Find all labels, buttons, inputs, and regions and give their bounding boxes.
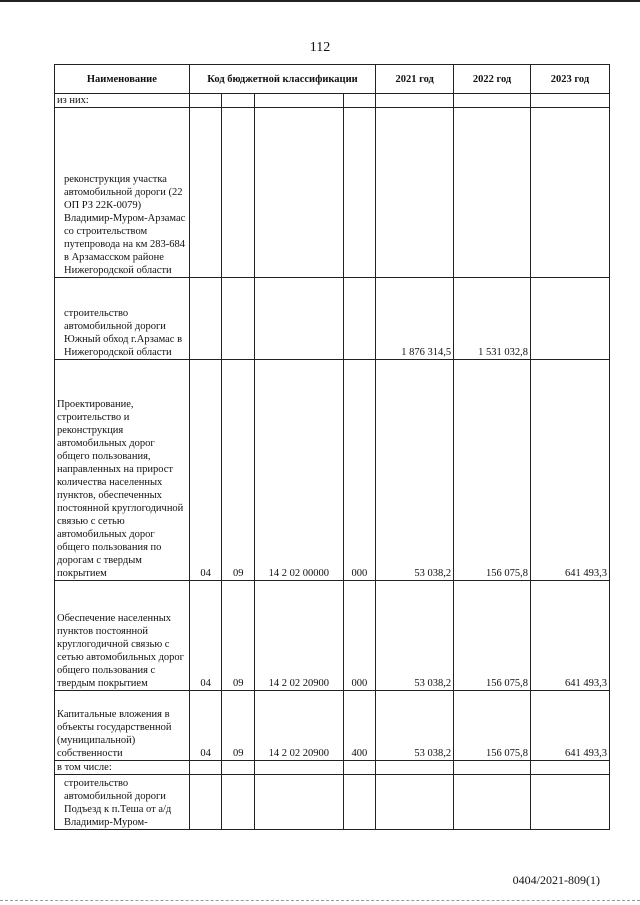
row-2023 xyxy=(530,775,609,830)
header-2023: 2023 год xyxy=(530,65,609,94)
row-kind: 400 xyxy=(343,691,376,761)
row-2021: 53 038,2 xyxy=(376,360,454,581)
row-subsection xyxy=(222,278,255,360)
row-section: 04 xyxy=(189,360,222,581)
row-section xyxy=(189,108,222,278)
row-subsection xyxy=(222,775,255,830)
row-section xyxy=(189,775,222,830)
row-subsection xyxy=(222,761,255,775)
table-header-row xyxy=(55,65,610,94)
row-2022 xyxy=(454,761,531,775)
table-row xyxy=(55,94,610,108)
row-section: 04 xyxy=(189,691,222,761)
header-name: Наименование xyxy=(55,65,190,94)
row-2022 xyxy=(454,108,531,278)
row-target: 14 2 02 00000 xyxy=(255,360,343,581)
row-2022: 1 531 032,8 xyxy=(454,278,531,360)
table-row xyxy=(55,775,610,830)
table-row xyxy=(55,108,610,278)
row-section xyxy=(189,94,222,108)
header-2022: 2022 год xyxy=(454,65,531,94)
row-name: в том числе: xyxy=(55,761,190,775)
row-name: Капитальные вложения в объекты государственной (муниципальной) собственности xyxy=(55,691,190,761)
row-subsection xyxy=(222,108,255,278)
row-kind xyxy=(343,278,376,360)
table-row xyxy=(55,691,610,761)
bottom-rule xyxy=(0,900,640,901)
row-kind xyxy=(343,761,376,775)
row-2021: 53 038,2 xyxy=(376,581,454,691)
row-target xyxy=(255,94,343,108)
row-target xyxy=(255,761,343,775)
row-2021 xyxy=(376,94,454,108)
row-subsection: 09 xyxy=(222,360,255,581)
row-section: 04 xyxy=(189,581,222,691)
row-2022: 156 075,8 xyxy=(454,691,531,761)
row-target xyxy=(255,108,343,278)
top-rule xyxy=(0,0,640,2)
row-2023: 641 493,3 xyxy=(530,581,609,691)
table-row xyxy=(55,581,610,691)
row-section xyxy=(189,761,222,775)
header-code: Код бюджетной классификации xyxy=(189,65,375,94)
row-2021 xyxy=(376,775,454,830)
row-2023: 641 493,3 xyxy=(530,360,609,581)
row-kind xyxy=(343,108,376,278)
row-2022 xyxy=(454,775,531,830)
row-2023: 641 493,3 xyxy=(530,691,609,761)
row-kind: 000 xyxy=(343,360,376,581)
document-id: 0404/2021-809(1) xyxy=(512,873,600,887)
table-row xyxy=(55,761,610,775)
row-kind: 000 xyxy=(343,581,376,691)
table-row xyxy=(55,278,610,360)
row-section xyxy=(189,278,222,360)
row-name: реконструкция участка автомобильной дороги (22 ОП РЗ 22К-0079) Владимир-Муром-Арзамас со строительством путепровода на км 283-684 в Арзамасском районе Нижегородской области xyxy=(55,108,190,278)
row-name: Проектирование, строительство и реконструкция автомобильных дорог общего пользования, направленных на прирост количества населенных пунктов, обеспеченных постоянной круглогодичной связью с сетью автомобильных дорог общего пользования по дорогам с твердым покрытием xyxy=(55,360,190,581)
row-2022: 156 075,8 xyxy=(454,360,531,581)
header-2021: 2021 год xyxy=(376,65,454,94)
row-2022 xyxy=(454,94,531,108)
row-2021: 1 876 314,5 xyxy=(376,278,454,360)
row-2023 xyxy=(530,94,609,108)
row-target xyxy=(255,278,343,360)
row-2023 xyxy=(530,108,609,278)
row-kind xyxy=(343,94,376,108)
row-subsection: 09 xyxy=(222,691,255,761)
row-2021 xyxy=(376,761,454,775)
row-2022: 156 075,8 xyxy=(454,581,531,691)
page-number: 112 xyxy=(309,40,331,55)
table-row xyxy=(55,360,610,581)
row-target: 14 2 02 20900 xyxy=(255,581,343,691)
row-subsection: 09 xyxy=(222,581,255,691)
row-2021 xyxy=(376,108,454,278)
row-2023 xyxy=(530,278,609,360)
row-target xyxy=(255,775,343,830)
row-name: строительство автомобильной дороги Подъезд к п.Теша от а/д Владимир-Муром- xyxy=(55,775,190,830)
row-name: строительство автомобильной дороги Южный обход г.Арзамас в Нижегородской области xyxy=(55,278,190,360)
row-name: из них: xyxy=(55,94,190,108)
row-subsection xyxy=(222,94,255,108)
row-target: 14 2 02 20900 xyxy=(255,691,343,761)
row-name: Обеспечение населенных пунктов постоянной круглогодичной связью с сетью автомобильных дорог общего пользования с твердым покрытием xyxy=(55,581,190,691)
budget-table xyxy=(54,64,610,830)
row-kind xyxy=(343,775,376,830)
row-2023 xyxy=(530,761,609,775)
row-2021: 53 038,2 xyxy=(376,691,454,761)
